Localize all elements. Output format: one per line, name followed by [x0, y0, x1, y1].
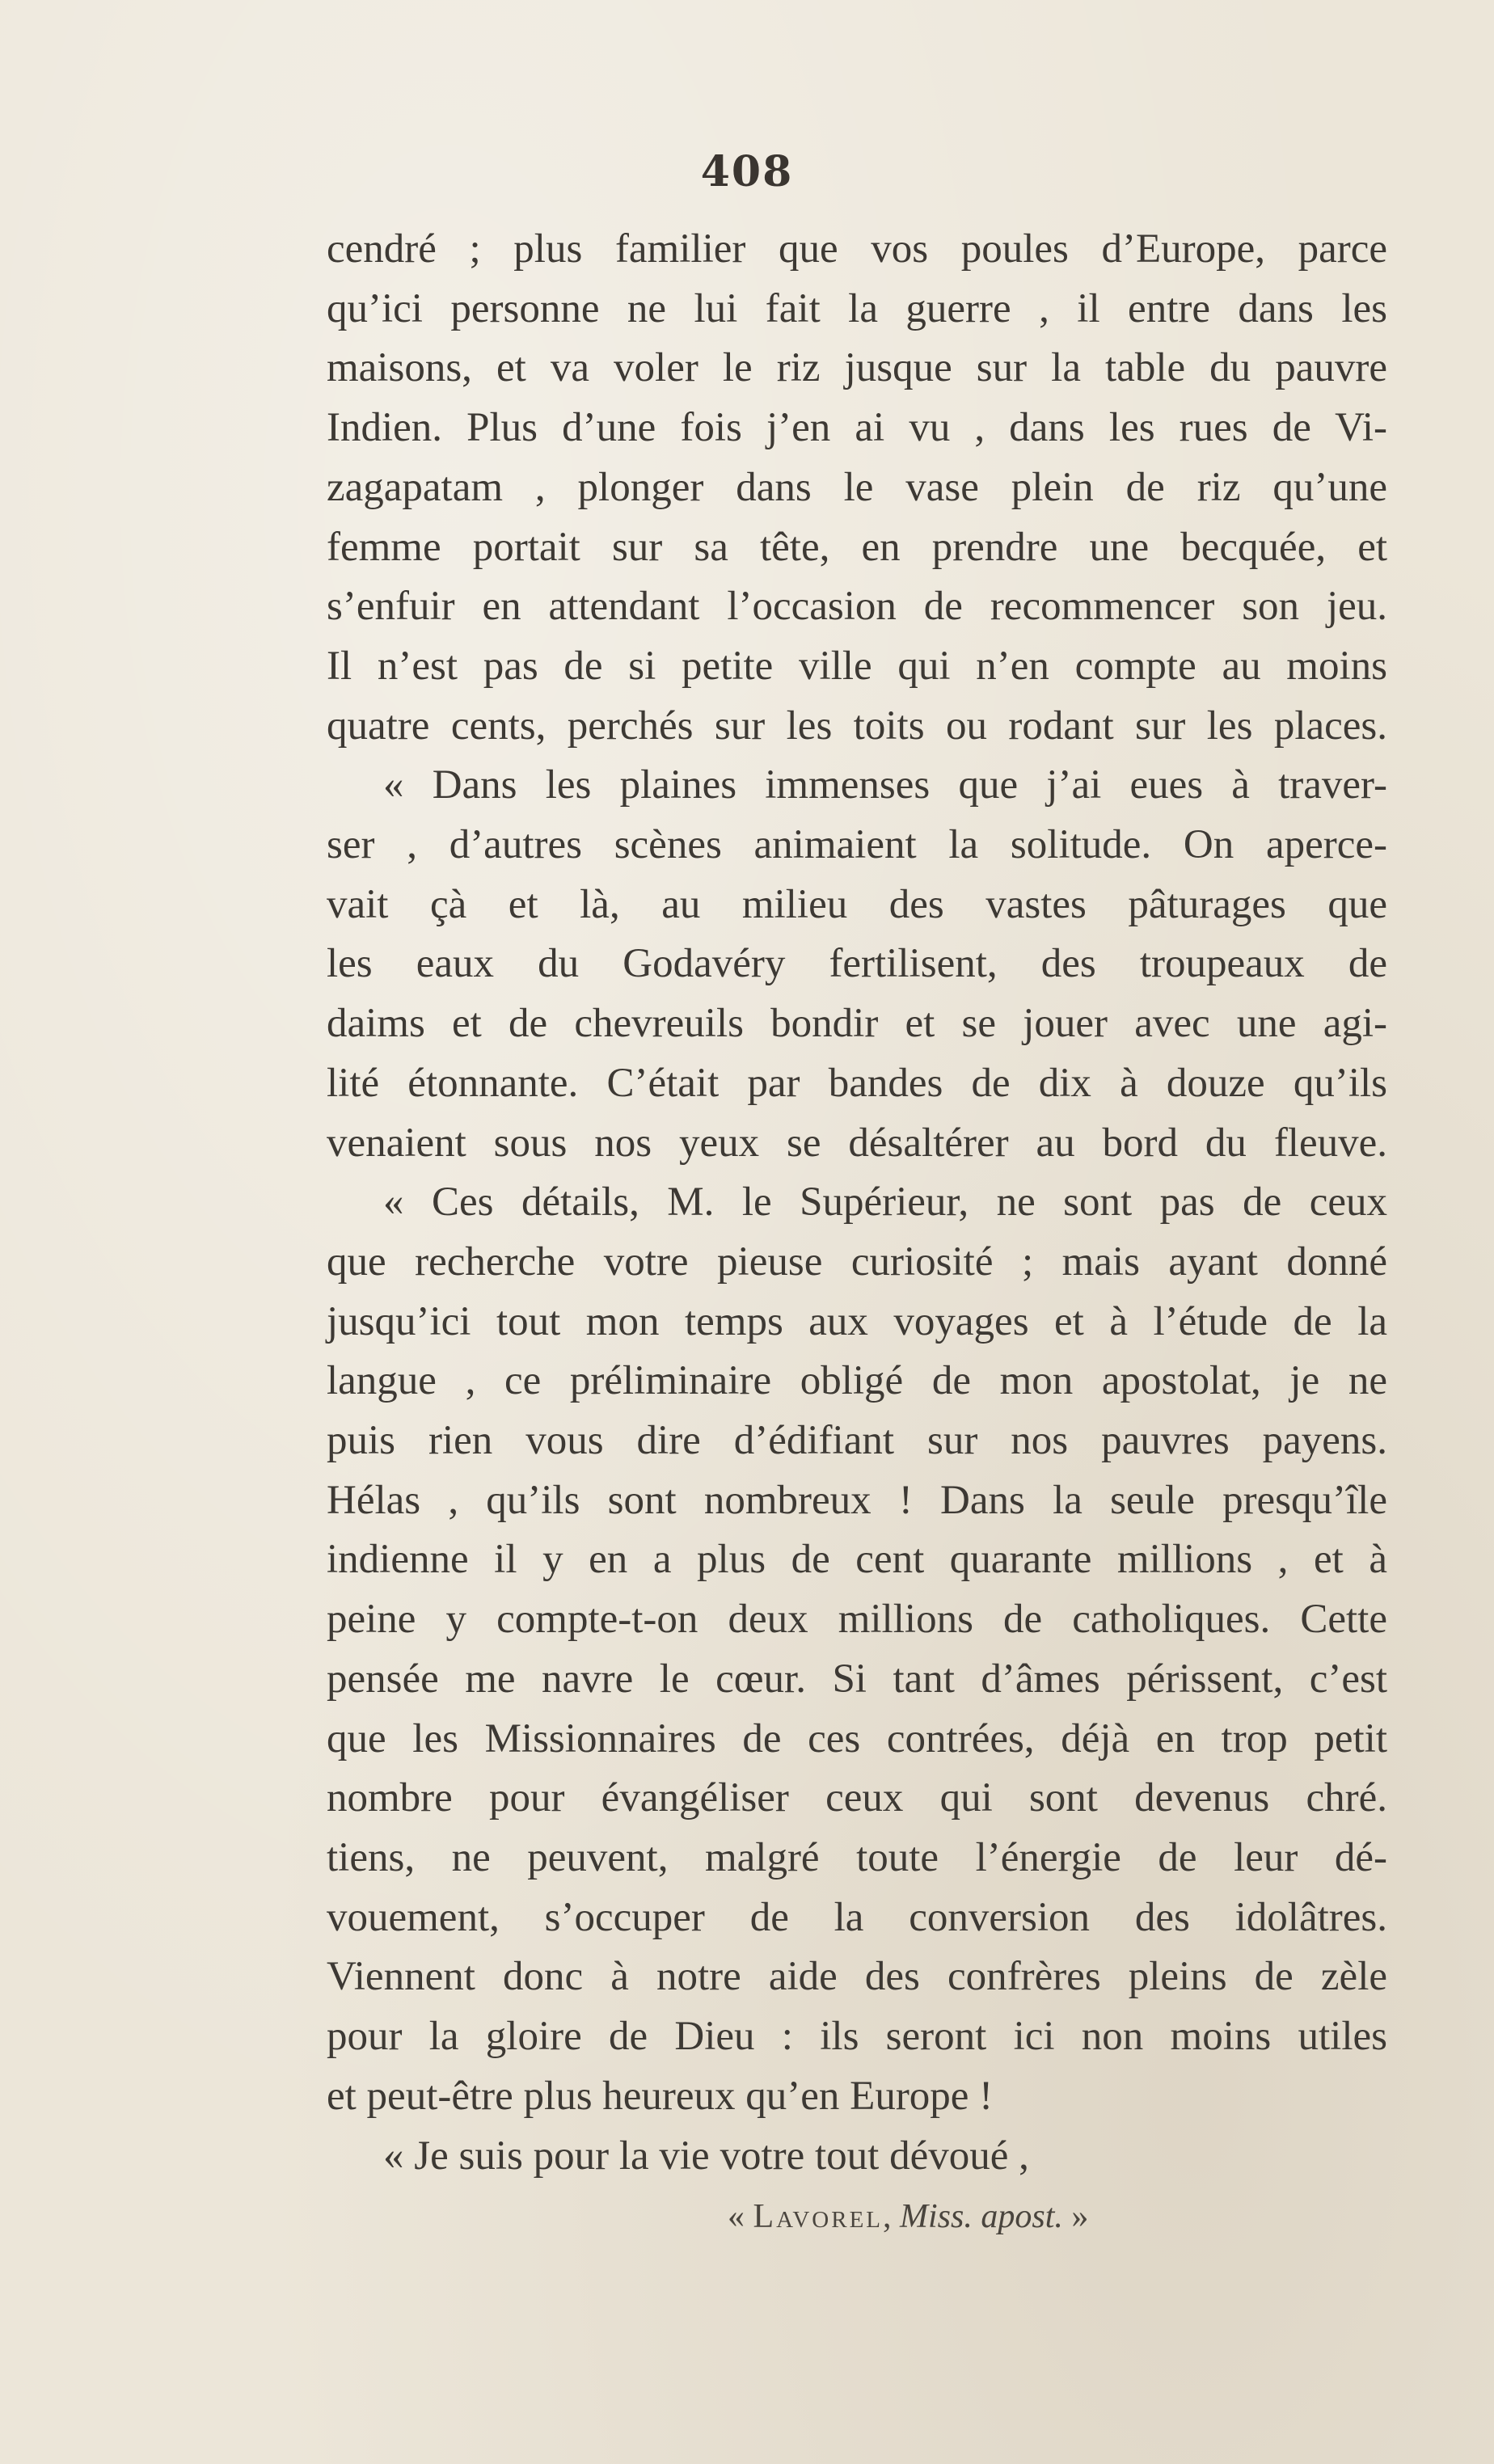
text-line: jusqu’ici tout mon temps aux voyages et à l’étude de la — [327, 1298, 1387, 1344]
text-line: quatre cents, perchés sur les toits ou rodant sur les places. — [327, 702, 1387, 749]
text-line: langue , ce préliminaire obligé de mon apostolat, je ne — [327, 1358, 1387, 1404]
text-line: zagapatam , plonger dans le vase plein de riz qu’une — [327, 464, 1387, 510]
signature — [728, 2197, 1088, 2236]
text-line: vouement, s’occuper de la conversion des idolâtres. — [327, 1894, 1387, 1940]
signature-title: Miss. apost. — [900, 2198, 1063, 2235]
text-line: ser , d’autres scènes animaient la solitude. On aperce- — [327, 822, 1387, 868]
text-line: indienne il y en a plus de cent quarante millions , et à — [327, 1537, 1387, 1583]
text-line: que les Missionnaires de ces contrées, déjà en trop petit — [327, 1715, 1387, 1762]
text-line: qu’ici personne ne lui fait la guerre , il entre dans les — [327, 285, 1387, 331]
text-line: « Ces détails, M. le Supérieur, ne sont pas de ceux — [383, 1179, 1387, 1226]
text-line: s’enfuir en attendant l’occasion de recommencer son jeu. — [327, 584, 1387, 630]
text-line: « Je suis pour la vie votre tout dévoué , — [383, 2133, 1029, 2179]
text-line: « Dans les plaines immenses que j’ai eues à traver- — [383, 762, 1387, 808]
text-line: cendré ; plus familier que vos poules d’Europe, parce — [327, 226, 1387, 272]
text-line: Il n’est pas de si petite ville qui n’en compte au moins — [327, 643, 1387, 689]
text-line: les eaux du Godavéry fertilisent, des troupeaux de — [327, 941, 1387, 987]
text-line: pensée me navre le cœur. Si tant d’âmes périssent, c’est — [327, 1656, 1387, 1702]
text-line: maisons, et va voler le riz jusque sur la table du pauvre — [327, 345, 1387, 391]
text-line: lité étonnante. C’était par bandes de dix à douze qu’ils — [327, 1060, 1387, 1106]
page-number: 408 — [700, 147, 794, 196]
text-line: Indien. Plus d’une fois j’en ai vu , dans les rues de Vi- — [327, 405, 1387, 451]
text-line: nombre pour évangéliser ceux qui sont devenus chré. — [327, 1775, 1387, 1821]
text-line: pour la gloire de Dieu : ils seront ici non moins utiles — [327, 2014, 1387, 2060]
signature-close-quote: » — [1071, 2198, 1089, 2235]
text-line: peine y compte-t-on deux millions de catholiques. Cette — [327, 1597, 1387, 1643]
signature-open-quote: « — [728, 2198, 745, 2235]
text-line: Viennent donc à notre aide des confrères pleins de zèle — [327, 1954, 1387, 2000]
text-line: venaient sous nos yeux se désaltérer au bord du fleuve. — [327, 1120, 1387, 1166]
text-line: daims et de chevreuils bondir et se jouer avec une agi- — [327, 1001, 1387, 1047]
signature-separator: , — [883, 2198, 892, 2235]
body-text — [327, 220, 1387, 2186]
text-line: tiens, ne peuvent, malgré toute l’énergie de leur dé- — [327, 1834, 1387, 1880]
text-line: et peut-être plus heureux qu’en Europe ! — [327, 2073, 994, 2119]
text-line: Hélas , qu’ils sont nombreux ! Dans la seule presqu’île — [327, 1477, 1387, 1523]
text-line: puis rien vous dire d’édifiant sur nos pauvres payens. — [327, 1418, 1387, 1464]
signature-name: Lavorel — [753, 2198, 884, 2235]
text-line: femme portait sur sa tête, en prendre une becquée, et — [327, 524, 1387, 570]
text-line: vait çà et là, au milieu des vastes pâturages que — [327, 881, 1387, 927]
text-line: que recherche votre pieuse curiosité ; mais ayant donné — [327, 1238, 1387, 1285]
